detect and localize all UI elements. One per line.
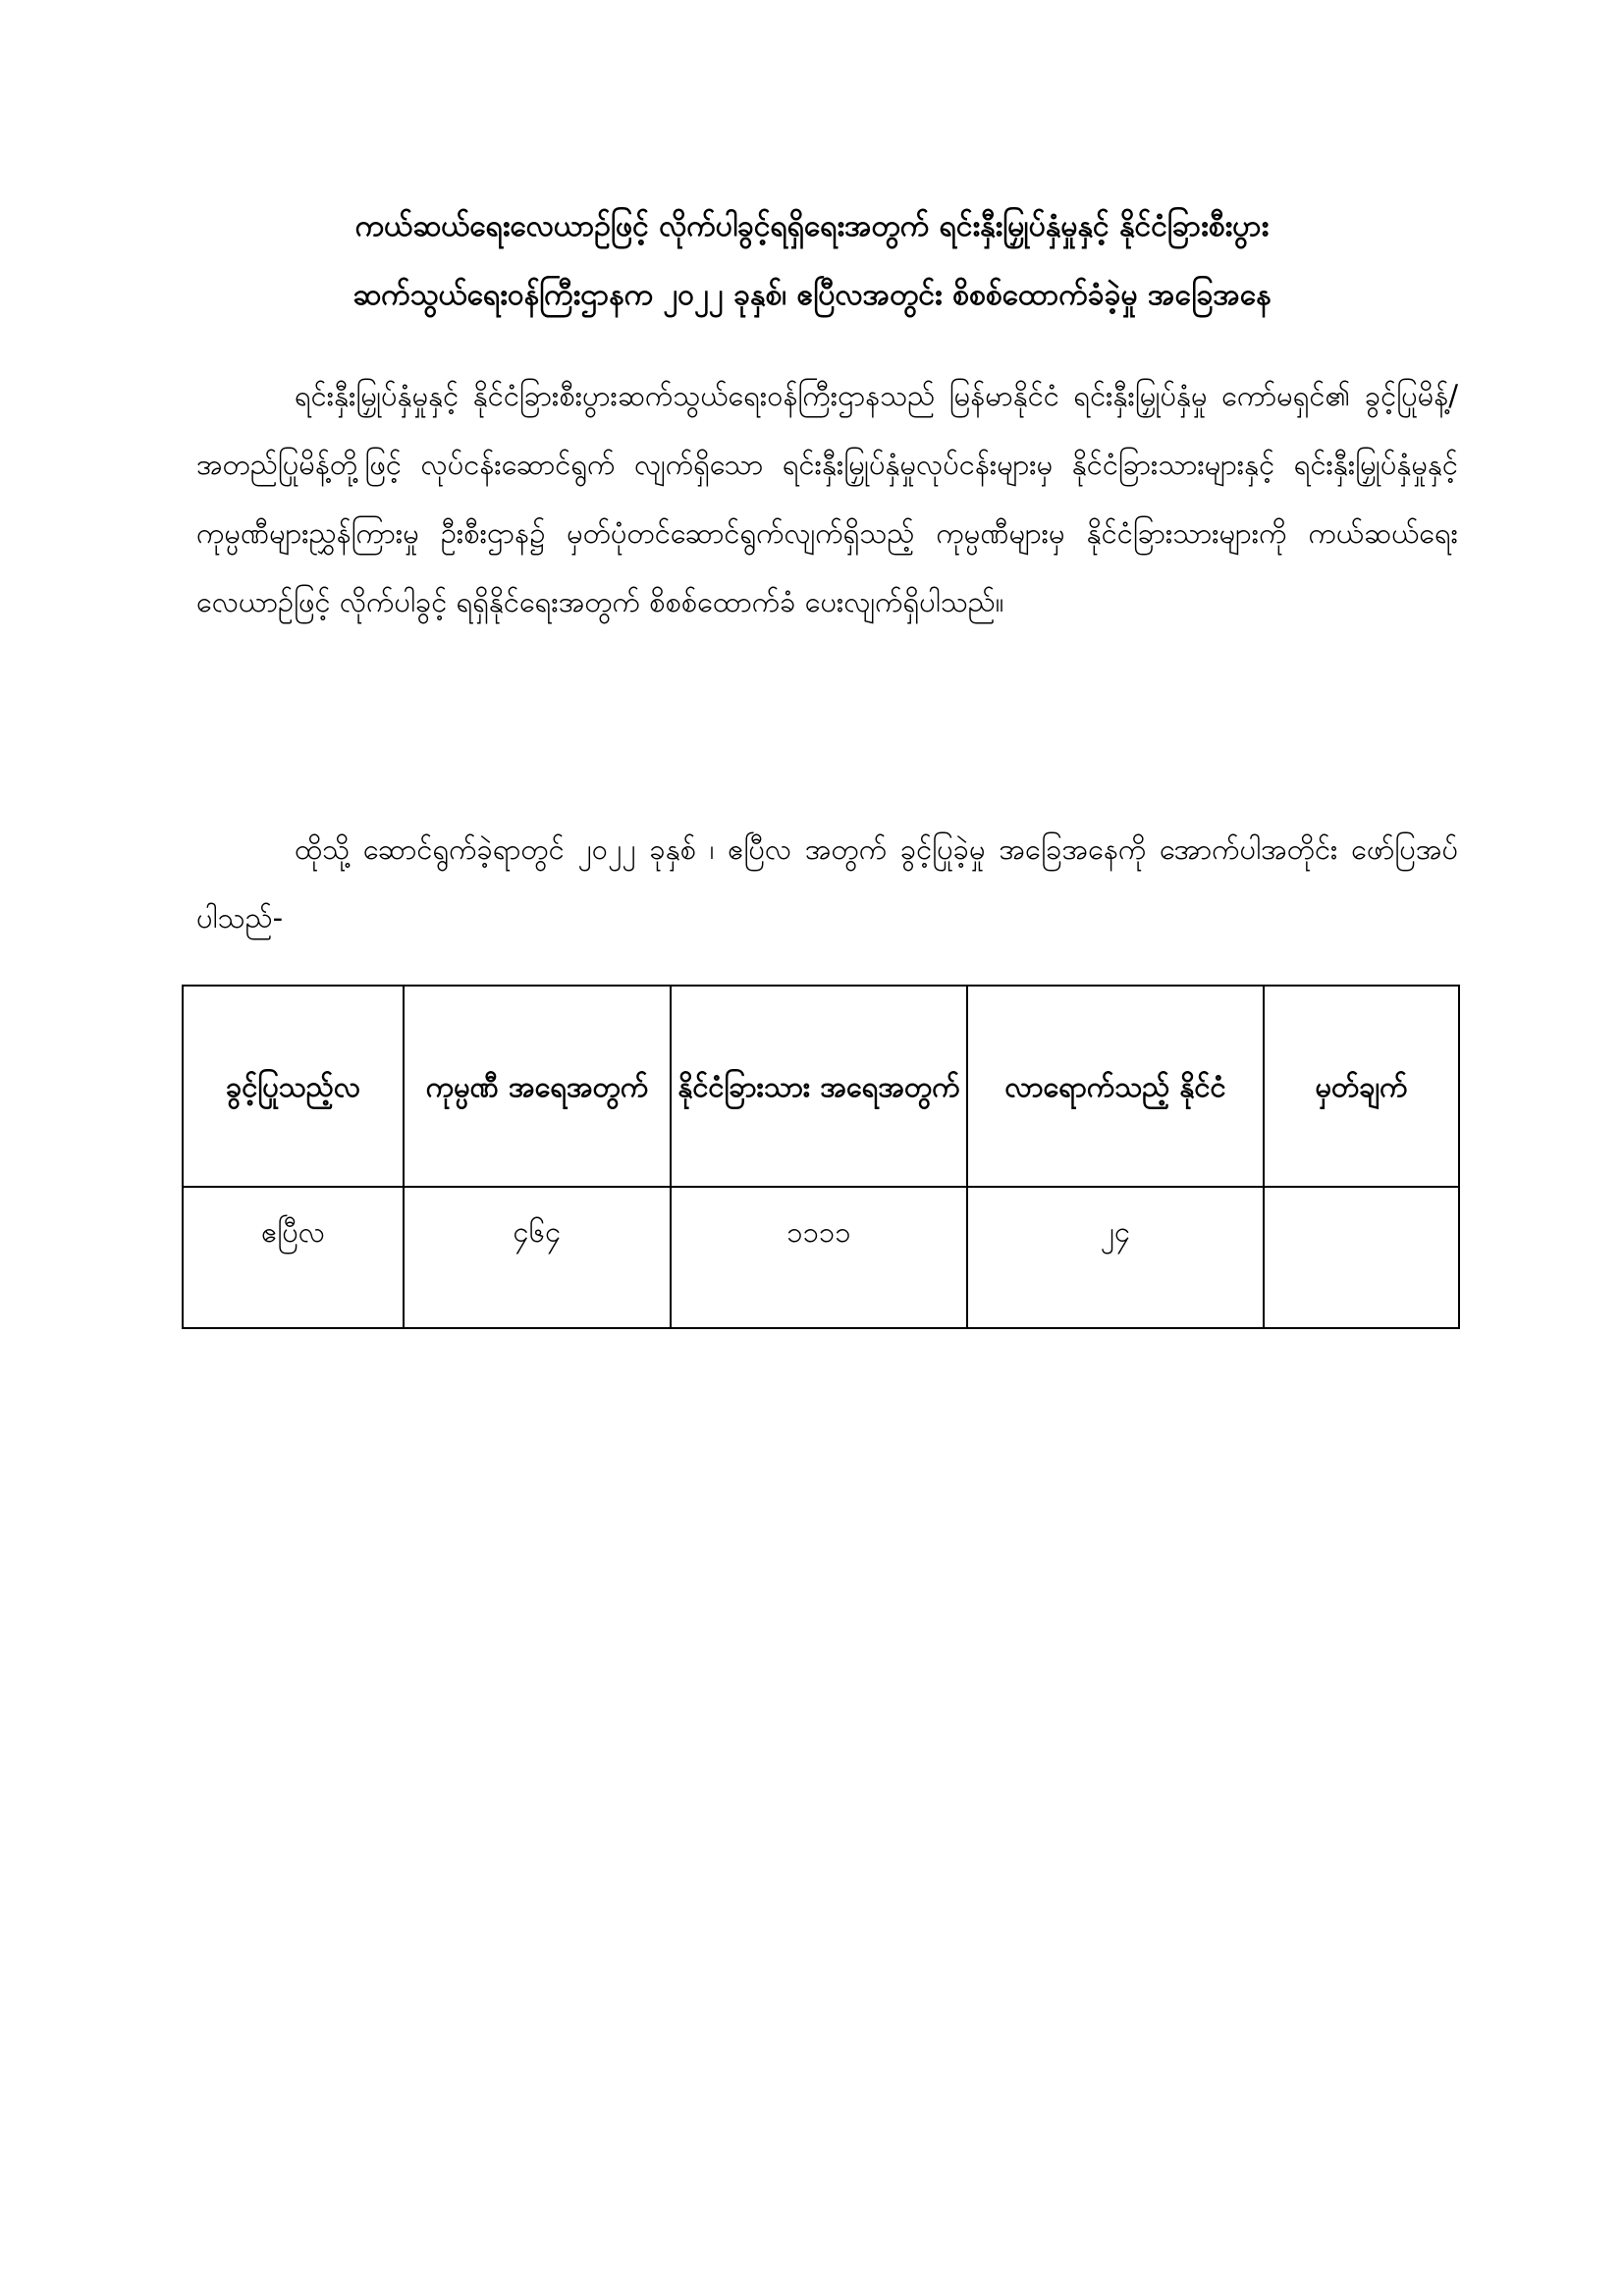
paragraph-1-text: ရင်းနှီးမြှုပ်နှံမှုနှင့် နိုင်ငံခြားစီးပွားဆက်သွယ်ရေးဝန်ကြီးဌာနသည် မြန်မာနိုင်ငံ ရင်းနှီးမြှုပ်နှံမှု ကော်မရှင်၏ ခွင့်ပြုမိန့်/ အတည်ပြုမိန့်တို့ဖြင့် လုပ်ငန်းဆောင်ရွက် လျက်ရှိသော ရင်းနှီးမြှုပ်နှံမှုလုပ်ငန်းများမှ နိုင်ငံခြားသားများနှင့် ရင်းနှီးမြှုပ်နှံမှုနှင့် ကုမ္ပဏီများညွှန်ကြားမှု ဦးစီးဌာန၌ မှတ်ပုံတင်ဆောင်ရွက်လျက်ရှိသည့် ကုမ္ပဏီများမှ နိုင်ငံခြားသားများကို ကယ်ဆယ်ရေးလေယာဉ်ဖြင့် လိုက်ပါခွင့် ရရှိနိုင်ရေးအတွက် စိစစ်ထောက်ခံ ပေးလျက်ရှိပါသည်။ [196, 379, 1458, 618]
document-title-line-1: ကယ်ဆယ်ရေးလေယာဉ်ဖြင့် လိုက်ပါခွင့်ရရှိရေးအတွက် ရင်းနှီးမြှုပ်နှံမှုနှင့် နိုင်ငံခြားစီးပွား [354, 209, 1270, 243]
table-row [183, 1187, 1459, 1328]
cell-company-count: ၄၆၄ [404, 1187, 671, 1328]
cell-remarks [1264, 1187, 1459, 1328]
header-approved-month: ခွင့်ပြုသည့်လ [183, 986, 404, 1187]
header-remarks: မှတ်ချက် [1264, 986, 1459, 1187]
paragraph-1 [196, 361, 1458, 636]
cell-arriving-country: ၂၄ [967, 1187, 1264, 1328]
paragraph-2 [196, 815, 1458, 952]
header-company-count: ကုမ္ပဏီ အရေအတွက် [404, 986, 671, 1187]
header-foreigner-count: နိုင်ငံခြားသား အရေအတွက် [671, 986, 967, 1187]
cell-approved-month: ဧပြီလ [183, 1187, 404, 1328]
approval-status-table [182, 985, 1460, 1329]
document-title-line-2: ဆက်သွယ်ရေးဝန်ကြီးဌာနက ၂၀၂၂ ခုနှစ်၊ ဧပြီလအတွင်း စိစစ်ထောက်ခံခဲ့မှု အခြေအနေ [352, 278, 1272, 312]
cell-foreigner-count: ၁၁၁၁ [671, 1187, 967, 1328]
header-arriving-country: လာရောက်သည့် နိုင်ငံ [967, 986, 1264, 1187]
table-header-row [183, 986, 1459, 1187]
paragraph-2-text: ထိုသို့ ဆောင်ရွက်ခဲ့ရာတွင် ၂၀၂၂ ခုနှစ် ၊ ဧပြီလ အတွက် ခွင့်ပြုခဲ့မှု အခြေအနေကို အောက်ပါအတိုင်း ဖော်ပြအပ်ပါသည်- [196, 832, 1458, 934]
